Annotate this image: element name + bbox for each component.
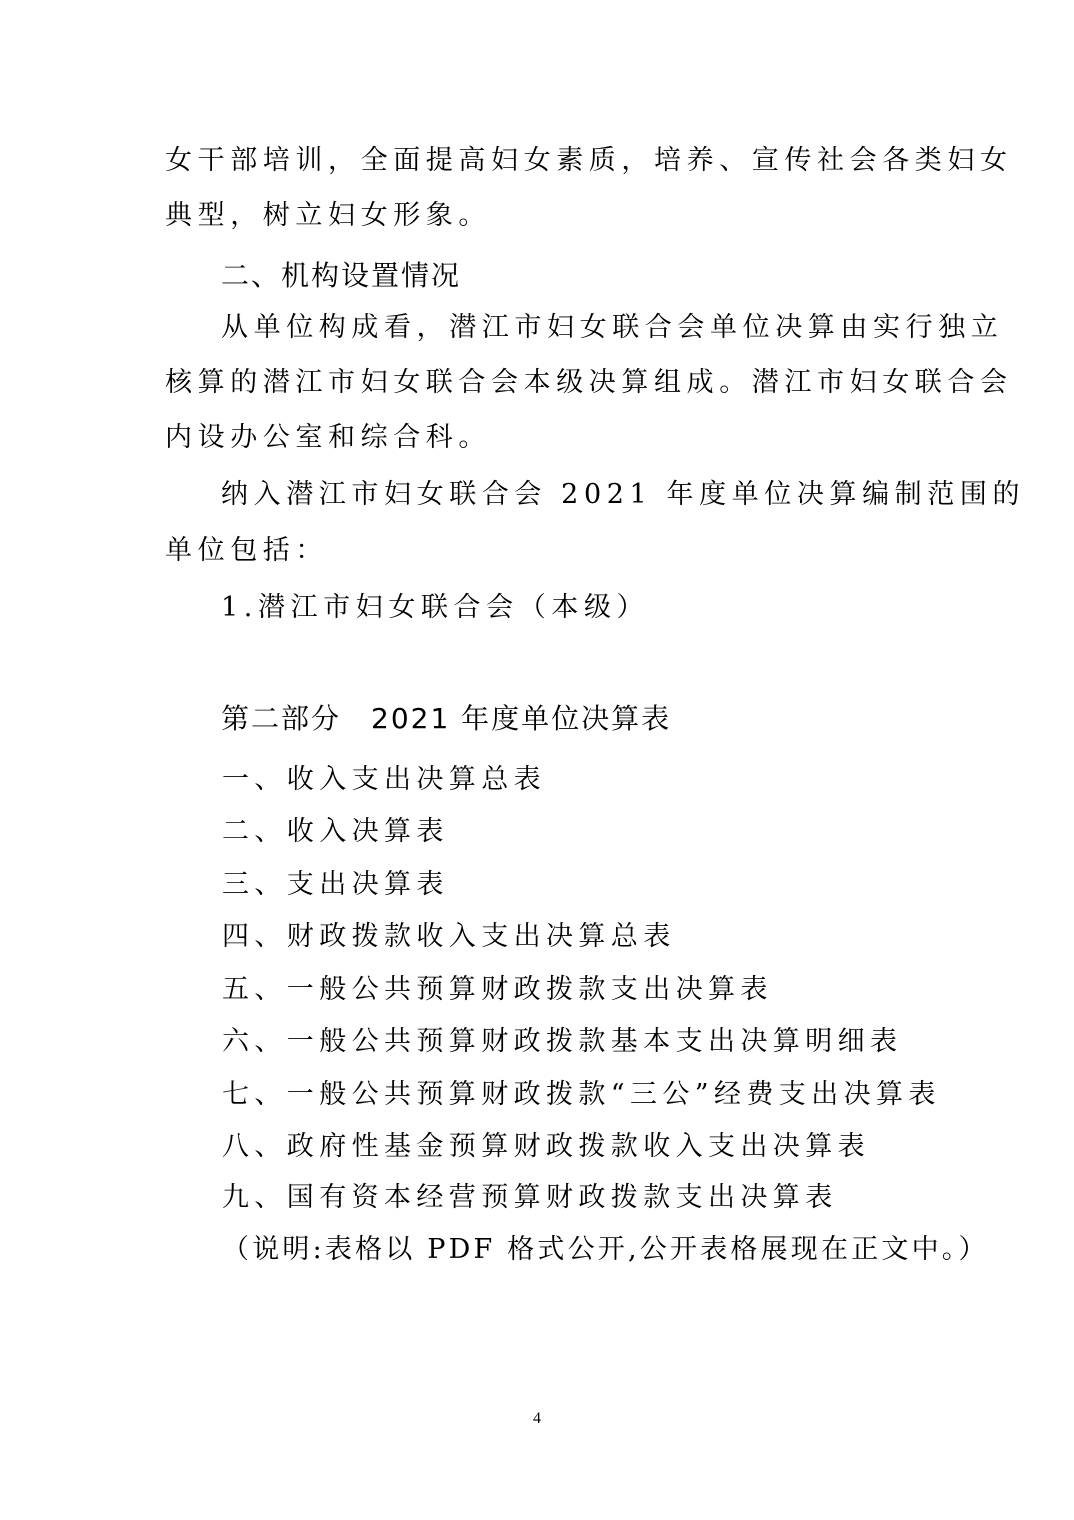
table-list-item: 四、财政拨款收入支出决算总表 <box>222 921 676 952</box>
unit-list-item: 1.潜江市妇女联合会（本级） <box>221 592 650 623</box>
paragraph-line: 女干部培训，全面提高妇女素质，培养、宣传社会各类妇女 <box>165 145 1013 176</box>
table-list-item: 八、政府性基金预算财政拨款收入支出决算表 <box>222 1131 870 1162</box>
table-list-item: 六、一般公共预算财政拨款基本支出决算明细表 <box>222 1026 903 1057</box>
paragraph-line: 核算的潜江市妇女联合会本级决算组成。潜江市妇女联合会 <box>165 367 1013 398</box>
paragraph-line: 从单位构成看，潜江市妇女联合会单位决算由实行独立 <box>221 312 1004 343</box>
paragraph-line: 纳入潜江市妇女联合会 2021 年度单位决算编制范围的 <box>221 479 1026 510</box>
section-heading: 二、机构设置情况 <box>221 259 462 292</box>
table-list-item: 九、国有资本经营预算财政拨款支出决算表 <box>222 1182 838 1213</box>
paragraph-line: 内设办公室和综合科。 <box>165 422 491 453</box>
paragraph-line: 单位包括： <box>165 535 328 566</box>
part-heading: 第二部分 2021 年度单位决算表 <box>221 702 672 735</box>
table-list-item: 五、一般公共预算财政拨款支出决算表 <box>222 974 773 1005</box>
table-list-item: 二、收入决算表 <box>222 816 449 847</box>
table-list-item: 三、支出决算表 <box>222 869 449 900</box>
table-list-item: 七、一般公共预算财政拨款“三公”经费支出决算表 <box>222 1079 941 1110</box>
note-text: （说明:表格以 PDF 格式公开,公开表格展现在正文中。） <box>222 1234 989 1265</box>
table-list-item: 一、收入支出决算总表 <box>222 764 546 795</box>
page-number: 4 <box>533 1410 541 1427</box>
paragraph-line: 典型，树立妇女形象。 <box>165 200 491 231</box>
